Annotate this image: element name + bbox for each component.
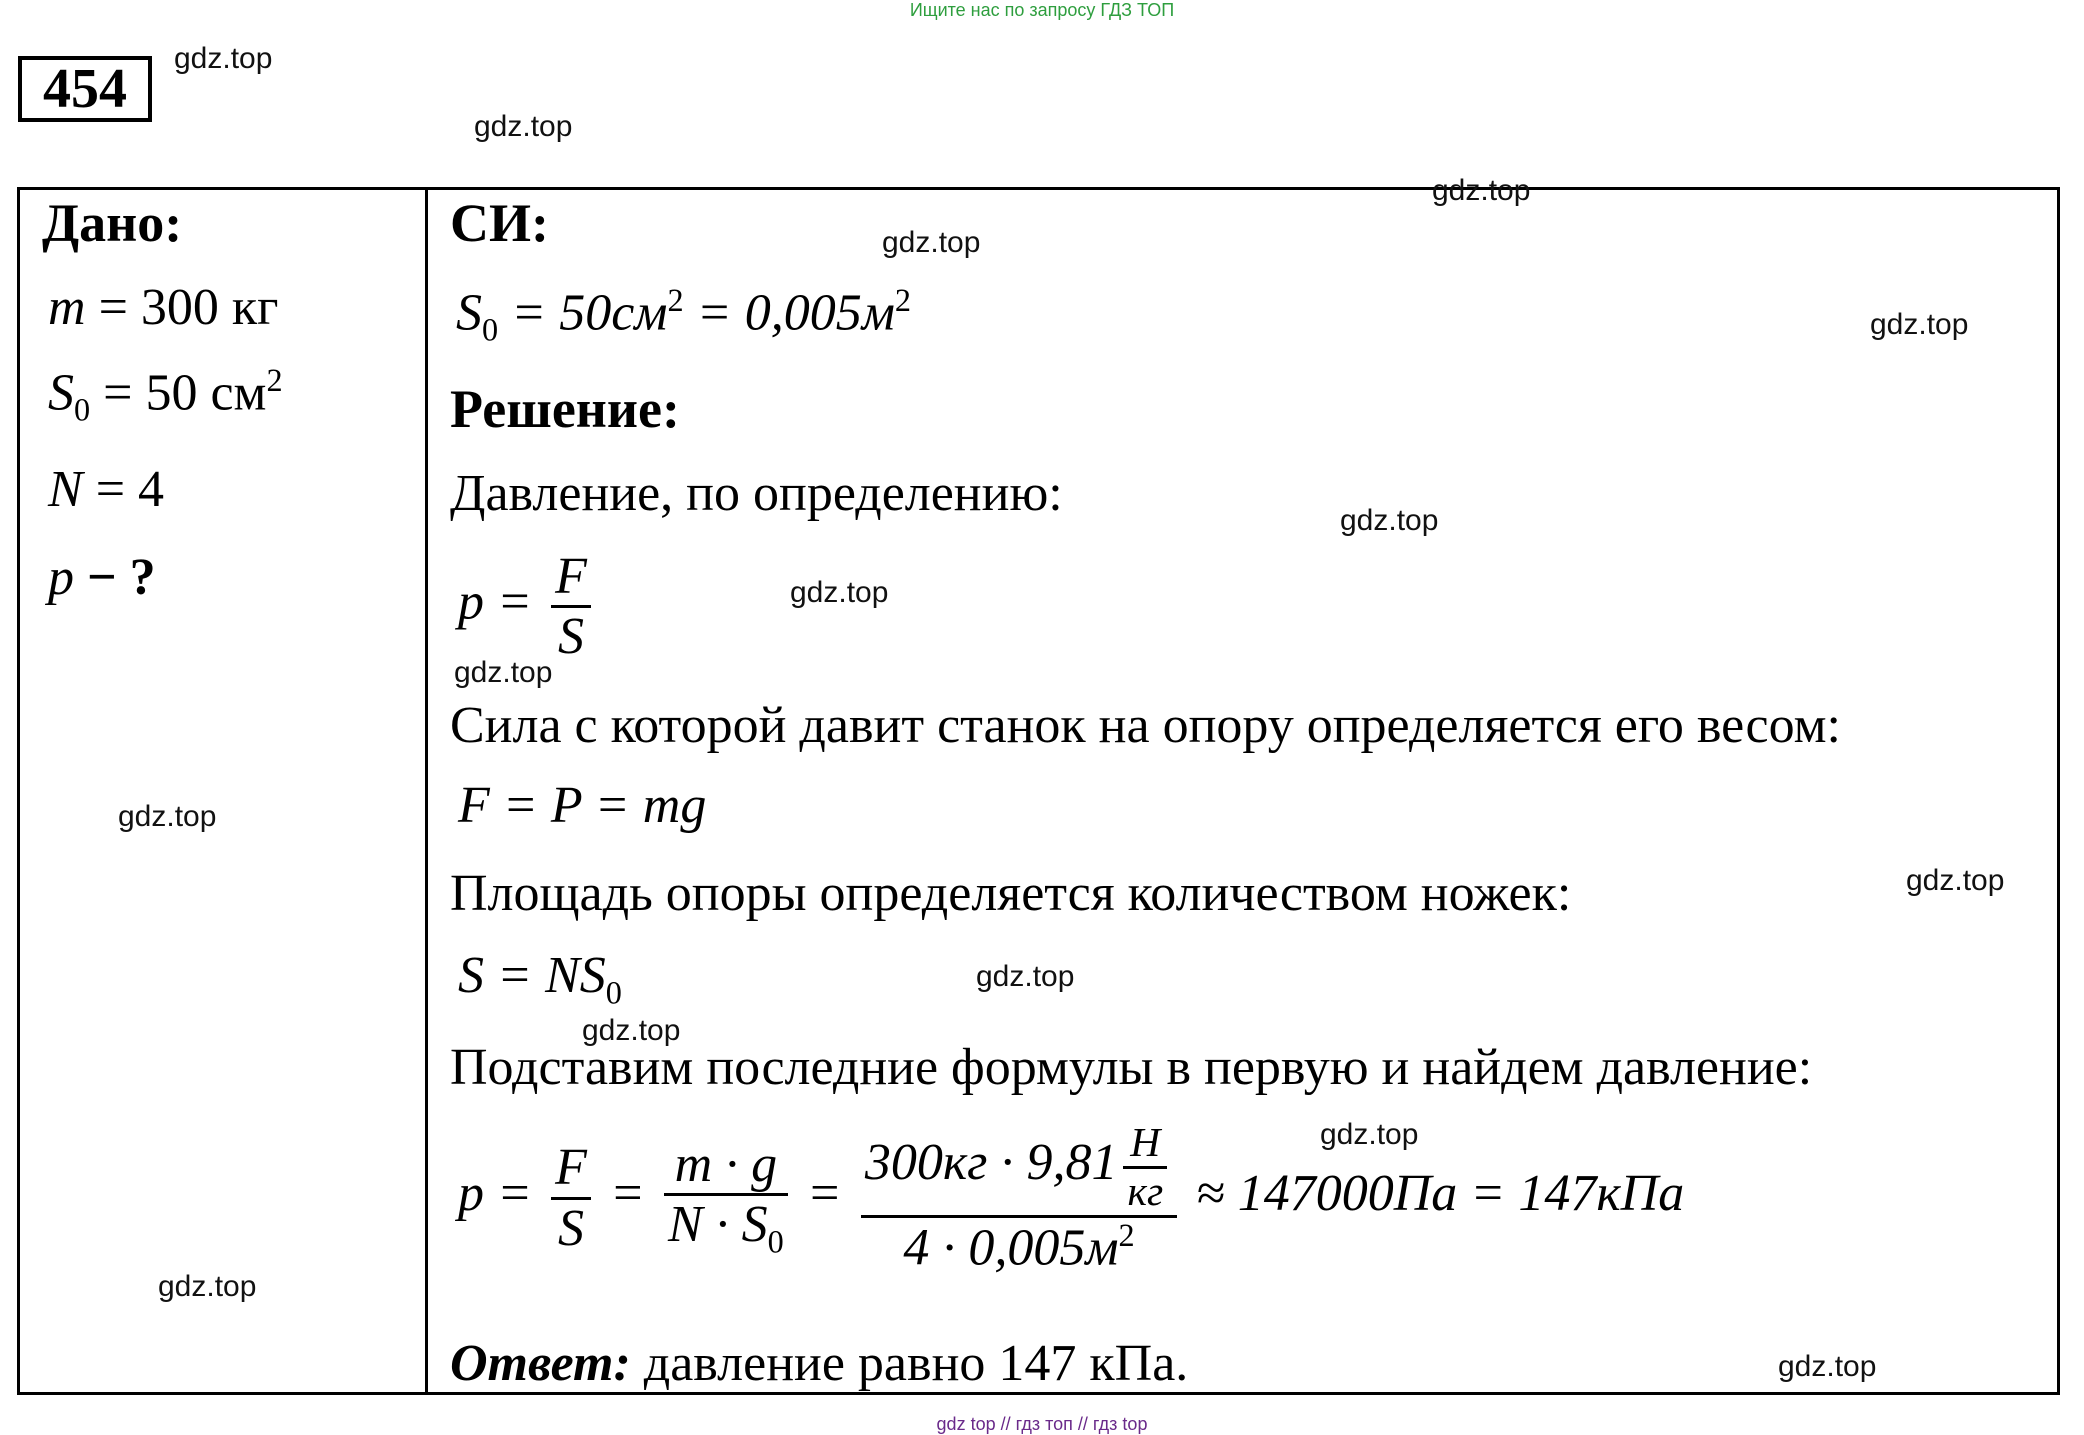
given-find xyxy=(48,548,156,607)
watermark: gdz.top xyxy=(582,1014,681,1047)
watermark: gdz.top xyxy=(1778,1350,1877,1383)
f4-result: ≈ 147000Па = 147кПа xyxy=(1196,1164,1685,1222)
f4-frac-a xyxy=(551,1139,591,1256)
f3-lhs: S = NS xyxy=(458,947,606,1004)
area-exp: 2 xyxy=(266,362,283,398)
f4-b-num: m · g xyxy=(664,1136,788,1196)
area-value: = 50 см xyxy=(90,364,267,422)
area-var: S xyxy=(48,364,74,422)
solution-line-1: Давление, по определению: xyxy=(450,465,1063,522)
column-divider xyxy=(425,187,428,1395)
f1-den: S xyxy=(557,608,584,666)
find-var: p xyxy=(48,549,74,606)
footer-links[interactable]: gdz top // гдз топ // гдз top xyxy=(936,1414,1148,1434)
f4-lhs: p = xyxy=(458,1164,533,1222)
solution-line-3: Площадь опоры определяется количеством ножек: xyxy=(450,865,1572,922)
formula-pressure-def xyxy=(458,548,597,665)
watermark: gdz.top xyxy=(976,960,1075,993)
f4-eq-2: = xyxy=(806,1164,842,1222)
si-exp2: 2 xyxy=(894,282,912,318)
f3-sub: 0 xyxy=(605,974,622,1011)
problem-number: 454 xyxy=(18,56,152,122)
mass-value: = 300 кг xyxy=(85,279,279,336)
answer-text: давление равно 147 кПа. xyxy=(630,1335,1189,1392)
si-conversion xyxy=(456,282,911,349)
watermark: gdz.top xyxy=(1432,174,1531,207)
si-var: S xyxy=(456,284,482,342)
f4-a-den: S xyxy=(557,1199,584,1257)
find-value: − ? xyxy=(74,549,156,606)
si-heading: СИ: xyxy=(450,193,549,253)
area-sub: 0 xyxy=(74,391,91,428)
solution-line-4: Подставим последние формулы в первую и найдем давление: xyxy=(450,1039,1813,1096)
watermark: gdz.top xyxy=(118,800,217,833)
si-sub: 0 xyxy=(482,311,499,348)
f4-c-num xyxy=(861,1120,1177,1218)
f4-c-den-exp: 2 xyxy=(1118,1216,1135,1253)
solution-line-2: Сила с которой давит станок на опору определяется его весом: xyxy=(450,697,1841,754)
top-banner: Ищите нас по запросу ГДЗ ТОП xyxy=(909,0,1175,20)
f4-c-num-pre: 300кг · 9,81 xyxy=(864,1134,1118,1192)
si-eq1: = 50см xyxy=(498,284,668,342)
watermark: gdz.top xyxy=(790,576,889,609)
watermark: gdz.top xyxy=(1340,504,1439,537)
f4-frac-b xyxy=(664,1136,788,1260)
mass-var: m xyxy=(48,279,86,336)
f1-lhs: p = xyxy=(458,573,533,631)
formula-area xyxy=(458,946,622,1011)
f4-c-unit-num: Н xyxy=(1123,1120,1167,1169)
watermark: gdz.top xyxy=(882,226,981,259)
watermark: gdz.top xyxy=(454,656,553,689)
answer-label: Ответ: xyxy=(450,1335,631,1392)
si-exp1: 2 xyxy=(667,282,684,318)
f4-c-den-wrap xyxy=(861,1218,1177,1277)
f4-b-den: N · S xyxy=(667,1196,768,1254)
given-mass xyxy=(48,278,278,337)
formula-final xyxy=(458,1120,1684,1276)
legs-value: = 4 xyxy=(82,461,165,518)
given-heading: Дано: xyxy=(42,193,183,253)
given-area xyxy=(48,362,283,429)
watermark: gdz.top xyxy=(1870,308,1969,341)
si-eq2: = 0,005м xyxy=(683,284,895,342)
f4-c-den: 4 · 0,005м xyxy=(903,1218,1119,1276)
f4-c-unit-den: кг xyxy=(1127,1167,1164,1214)
watermark: gdz.top xyxy=(158,1270,257,1303)
given-legs xyxy=(48,460,164,519)
f4-a-num: F xyxy=(551,1139,591,1199)
f4-frac-c xyxy=(861,1120,1177,1276)
watermark: gdz.top xyxy=(1320,1118,1419,1151)
solution-heading: Решение: xyxy=(450,379,680,439)
watermark: gdz.top xyxy=(474,110,573,143)
f1-fraction xyxy=(551,548,591,665)
watermark: gdz.top xyxy=(1906,864,2005,897)
f1-num: F xyxy=(551,548,591,608)
f4-b-den-sub: 0 xyxy=(767,1223,784,1260)
watermark: gdz.top xyxy=(174,42,273,75)
f4-eq-1: = xyxy=(609,1164,645,1222)
f4-b-den-wrap xyxy=(664,1196,788,1260)
legs-var: N xyxy=(48,461,83,518)
formula-force: F = P = mg xyxy=(458,777,707,834)
answer-line xyxy=(450,1334,1188,1393)
f4-c-unit xyxy=(1123,1120,1167,1215)
